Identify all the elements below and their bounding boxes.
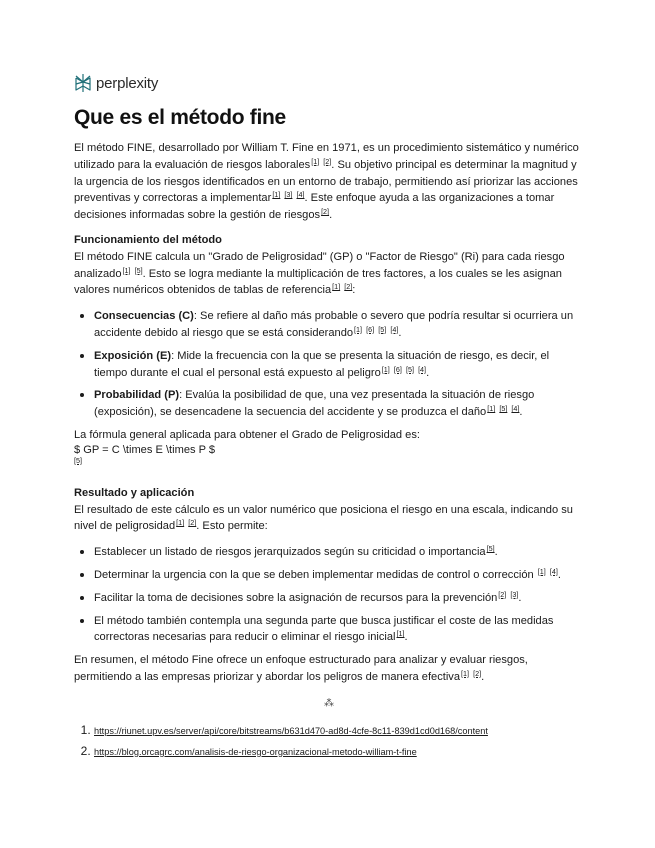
list-item: • Consecuencias (C): Se refiere al daño más probable o severo que podría resultar si ocurriera un accidente debido al riesgo que se está considerando[1] [6] [5] [4]. xyxy=(94,307,584,342)
citation-link[interactable]: [2] xyxy=(321,207,330,217)
brand-logo xyxy=(74,72,584,94)
citation-link[interactable]: [1] xyxy=(396,629,405,639)
summary-paragraph: En resumen, el método Fine ofrece un enfoque estructurado para analizar y evaluar riesgos, permitiendo a las empresas priorizar y abordar los peligros de manera efectiva[1] [2]. xyxy=(74,654,528,683)
reference-item xyxy=(94,723,584,738)
perplexity-logo-icon xyxy=(74,73,92,93)
citation-link[interactable]: [5] xyxy=(134,265,143,275)
document-page xyxy=(74,72,584,765)
section-heading-funcionamiento: Funcionamiento del método xyxy=(74,233,222,246)
brand-name: perplexity xyxy=(96,74,159,92)
references-list xyxy=(74,723,584,759)
citation-link[interactable]: [2] xyxy=(188,518,197,528)
page-title: Que es el método fine xyxy=(74,106,286,129)
citation-link[interactable]: [5] xyxy=(405,364,414,374)
citation-link[interactable]: [4] xyxy=(549,566,558,576)
citation-link[interactable]: [4] xyxy=(418,364,427,374)
citation-link[interactable]: [5] xyxy=(486,544,495,554)
citation-link[interactable]: [2] xyxy=(323,156,332,166)
list-item: • El método también contempla una segunda parte que busca justificar el coste de las medidas correctoras necesarias para reducir o eliminar el riesgo inicial[1]. xyxy=(94,612,584,647)
citation-link[interactable]: [1] xyxy=(381,364,390,374)
citation-link[interactable]: [3] xyxy=(284,190,293,200)
citation-link[interactable]: [6] xyxy=(366,324,375,334)
intro-paragraph: El método FINE, desarrollado por William T. Fine en 1971, es un procedimiento sistemático y numérico utilizado para la evaluación de riesgos laborales[1] [2]. Su objetivo principal es determinar la magnitud y la urgencia de los riesgos identificados en un entorno de trabajo, permitiendo así priorizar las acciones preventivas y correctoras a implementar[1] [3] [4]. Este enfoque ayuda a las organizaciones a tomar decisiones informadas sobre la gestión de riesgos[2]. xyxy=(74,142,579,222)
citation-link[interactable]: [1] xyxy=(354,324,363,334)
citation-link[interactable]: [1] xyxy=(461,668,470,678)
citation-link[interactable]: [1] xyxy=(537,566,546,576)
citation-link[interactable]: [1] xyxy=(332,282,341,292)
citation-link[interactable]: [2] xyxy=(473,668,482,678)
citation-link[interactable]: [5] xyxy=(499,404,508,414)
list-item: • Facilitar la toma de decisiones sobre la asignación de recursos para la prevención[2] [3]. xyxy=(94,589,584,607)
list-item: • Exposición (E): Mide la frecuencia con la que se presenta la situación de riesgo, es decir, el tiempo durante el cual el personal está expuesto al peligro[1] [6] [5] [4]. xyxy=(94,347,584,382)
reference-item xyxy=(94,744,584,759)
reference-link[interactable]: https://riunet.upv.es/server/api/core/bitstreams/b631d470-ad8d-4cfe-8c11-839d1cd0d168/content xyxy=(94,725,488,736)
citation-link[interactable]: [1] xyxy=(311,156,320,166)
section-divider: ⁂ xyxy=(324,697,334,709)
citation-link[interactable]: [1] xyxy=(487,404,496,414)
list-item: • Establecer un listado de riesgos jerarquizados según su criticidad o importancia[5]. xyxy=(94,543,584,561)
citation-link[interactable]: [2] xyxy=(344,282,353,292)
factors-list xyxy=(74,307,584,421)
citation-link[interactable]: [2] xyxy=(498,589,507,599)
citation-link[interactable]: [1] xyxy=(272,190,281,200)
section-heading-resultado: Resultado y aplicación xyxy=(74,486,195,499)
citation-link[interactable]: [5] xyxy=(378,324,387,334)
results-list xyxy=(74,543,584,646)
citation-link[interactable]: [1] xyxy=(122,265,131,275)
citation-link[interactable]: [4] xyxy=(390,324,399,334)
citation-link[interactable]: [1] xyxy=(176,518,185,528)
reference-link[interactable]: https://blog.orcagrc.com/analisis-de-riesgo-organizacional-metodo-william-t-fine xyxy=(94,746,417,757)
funcionamiento-paragraph: El método FINE calcula un "Grado de Peligrosidad" (GP) o "Factor de Riesgo" (Ri) para cada riesgo analizado[1] [5]. Esto se logra mediante la multiplicación de tres factores, a los cuales se les asignan valores numéricos obtenidos de tablas de referencia[1] [2]: xyxy=(74,250,565,297)
resultado-paragraph: El resultado de este cálculo es un valor numérico que posiciona el riesgo en una escala, indicando su nivel de peligrosidad[1] [2]. Esto permite: xyxy=(74,503,573,533)
citation-link[interactable]: [4] xyxy=(511,404,520,414)
citation-link[interactable]: [5] xyxy=(74,455,82,465)
formula: $ GP = C \times E \times P $ [5] xyxy=(74,444,584,465)
formula-intro: La fórmula general aplicada para obtener el Grado de Peligrosidad es: xyxy=(74,428,420,441)
list-item: • Determinar la urgencia con la que se deben implementar medidas de control o corrección [1] [4]. xyxy=(94,566,584,584)
citation-link[interactable]: [4] xyxy=(296,190,305,200)
list-item: • Probabilidad (P): Evalúa la posibilidad de que, una vez presentada la situación de riesgo (exposición), se desencadene la secuencia del accidente y se produzca el daño[1] [5] [4]. xyxy=(94,386,584,421)
citation-link[interactable]: [6] xyxy=(393,364,402,374)
citation-link[interactable]: [3] xyxy=(510,589,519,599)
